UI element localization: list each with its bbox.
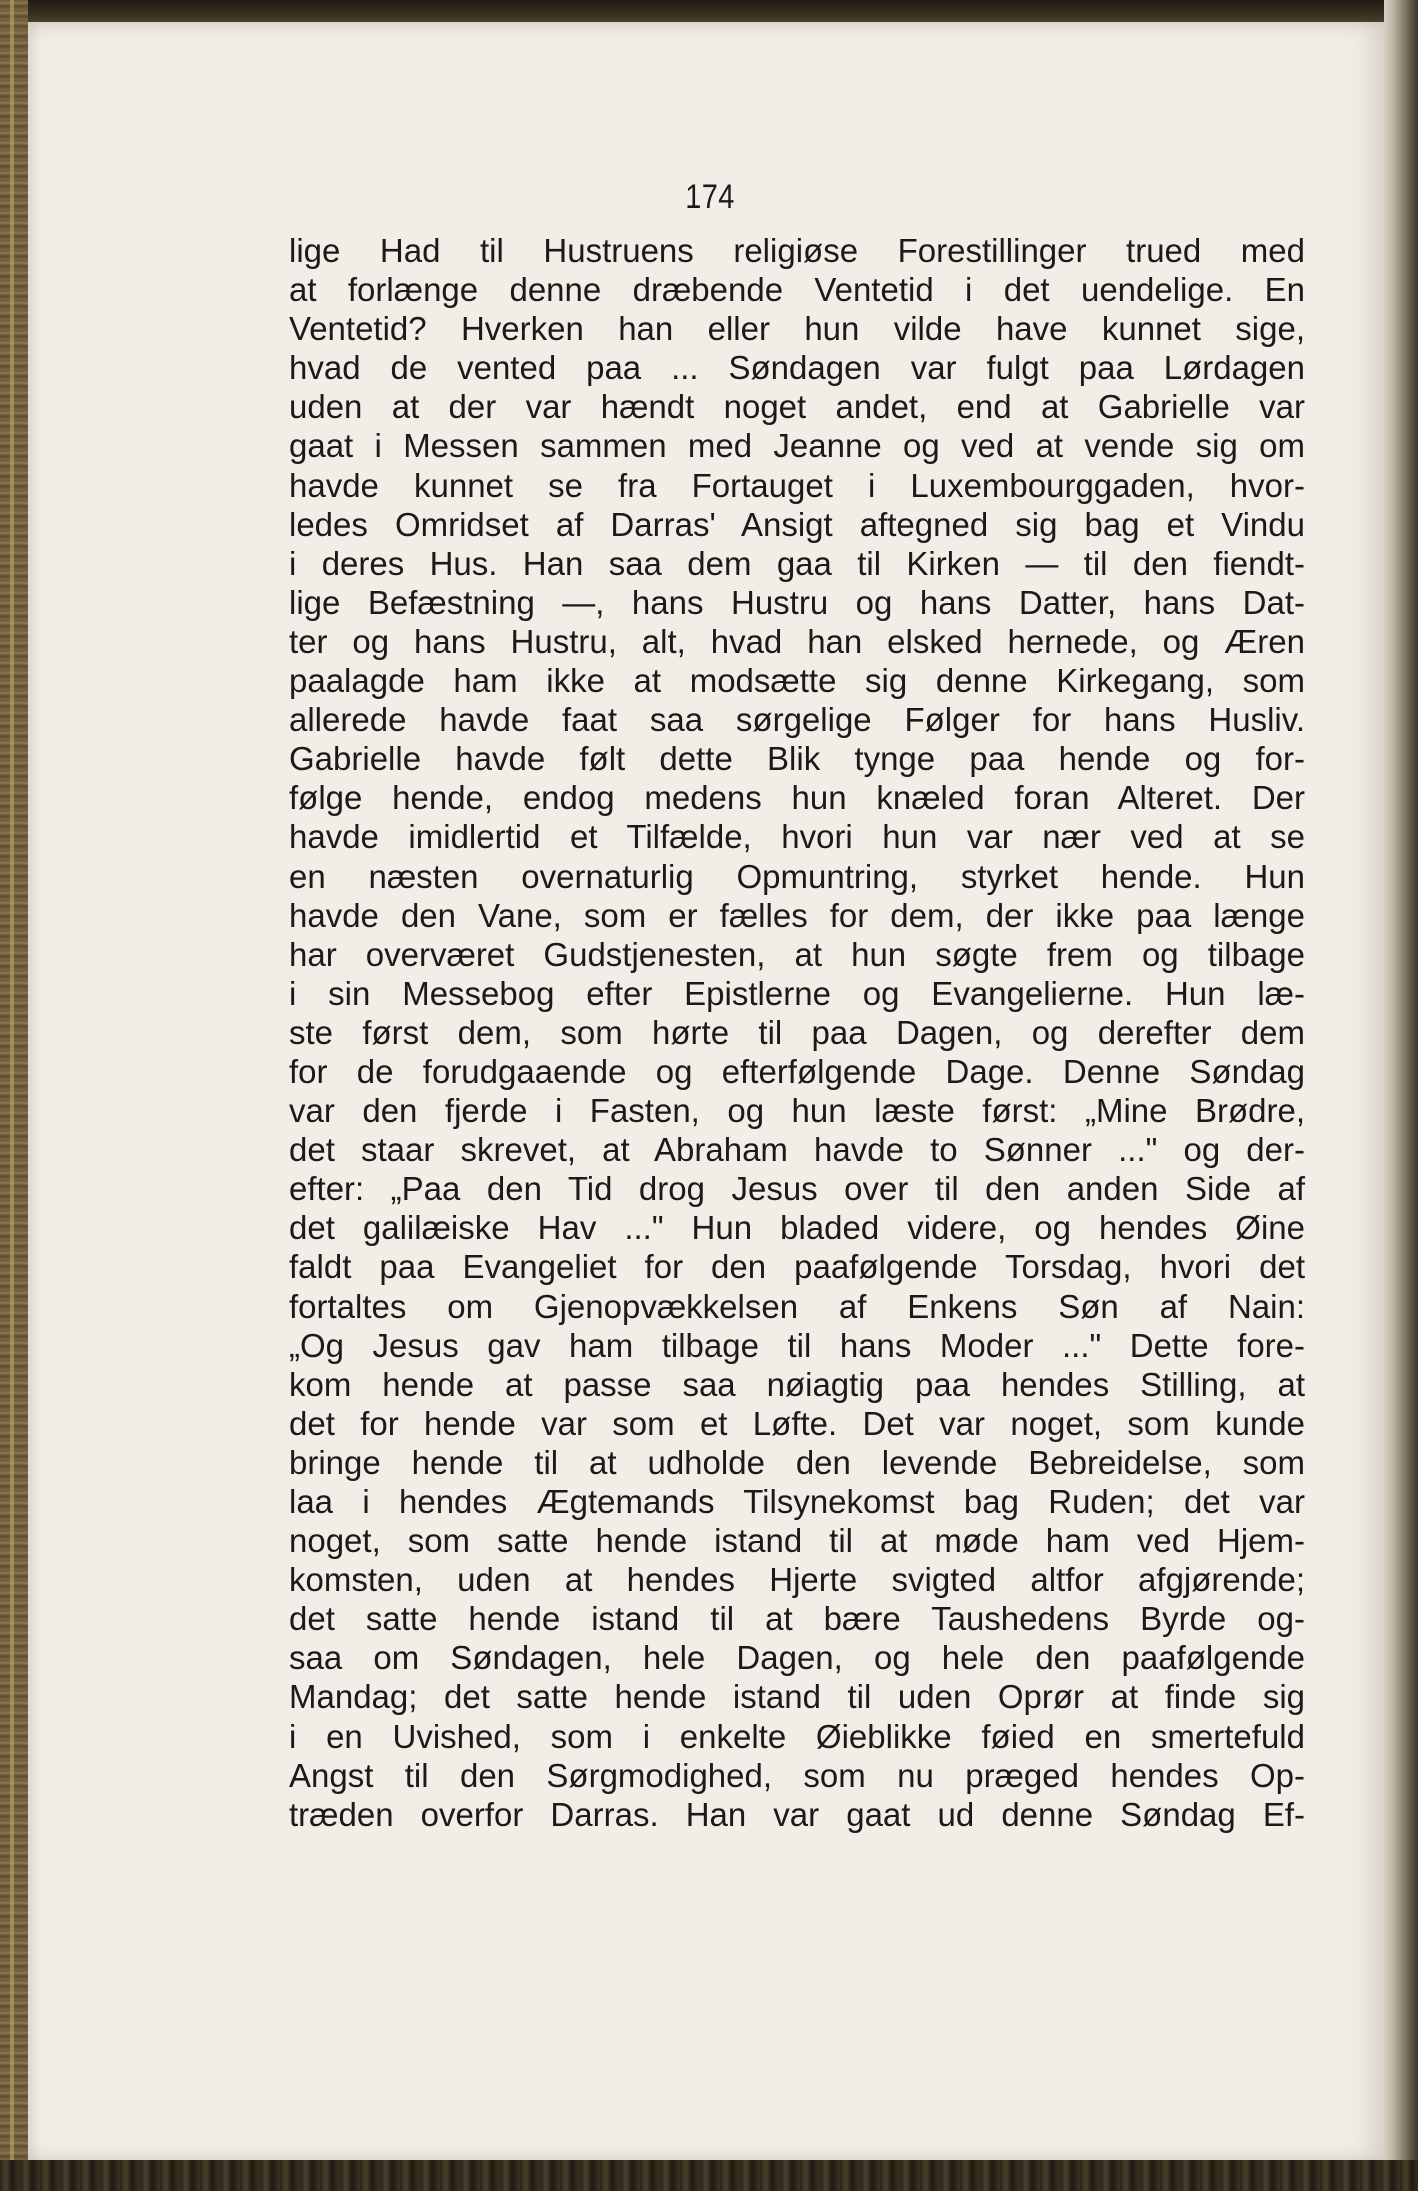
text-line: følge hende, endog medens hun knæled foran Alteret. Der	[289, 779, 1305, 817]
text-line: Ventetid? Hverken han eller hun vilde have kunnet sige,	[289, 310, 1305, 348]
page-block-edge	[1384, 0, 1418, 2191]
text-line: i deres Hus. Han saa dem gaa til Kirken — til den fiendt-	[289, 544, 1305, 582]
text-line: Angst til den Sørgmodighed, som nu præged hendes Op-	[289, 1756, 1305, 1794]
text-line: hvad de vented paa ... Søndagen var fulgt paa Lørdagen	[289, 349, 1305, 387]
text-line: det staar skrevet, at Abraham havde to Sønner ..." og der-	[289, 1131, 1305, 1169]
text-line: noget, som satte hende istand til at møde ham ved Hjem-	[289, 1522, 1305, 1560]
text-line: faldt paa Evangeliet for den paafølgende Torsdag, hvori det	[289, 1248, 1305, 1286]
text-line: i sin Messebog efter Epistlerne og Evangelierne. Hun læ-	[289, 974, 1305, 1012]
text-line: Gabrielle havde følt dette Blik tynge paa hende og for-	[289, 740, 1305, 778]
text-line: laa i hendes Ægtemands Tilsynekomst bag Ruden; det var	[289, 1483, 1305, 1520]
text-line: ledes Omridset af Darras' Ansigt aftegned sig bag et Vindu	[289, 505, 1305, 543]
text-line: havde kunnet se fra Fortauget i Luxembourggaden, hvor-	[289, 466, 1305, 504]
text-line: det satte hende istand til at bære Taushedens Byrde og-	[289, 1600, 1305, 1638]
book-spine	[0, 0, 28, 2191]
text-line: paalagde ham ikke at modsætte sig denne Kirkegang, som	[289, 662, 1305, 700]
text-line: lige Had til Hustruens religiøse Forestillinger trued med	[289, 232, 1305, 269]
text-line: var den fjerde i Fasten, og hun læste først: „Mine Brødre,	[289, 1092, 1305, 1130]
text-line: komsten, uden at hendes Hjerte svigted altfor afgjørende;	[289, 1561, 1305, 1599]
body-text	[289, 231, 1305, 1834]
text-line: havde den Vane, som er fælles for dem, der ikke paa længe	[289, 896, 1305, 934]
text-line: bringe hende til at udholde den levende Bebreidelse, som	[289, 1443, 1305, 1481]
text-line: det galilæiske Hav ..." Hun bladed videre, og hendes Øine	[289, 1209, 1305, 1247]
text-line: efter: „Paa den Tid drog Jesus over til den anden Side af	[289, 1170, 1305, 1208]
text-line: lige Befæstning —, hans Hustru og hans Datter, hans Dat-	[289, 583, 1305, 621]
text-line: kom hende at passe saa nøiagtig paa hendes Stilling, at	[289, 1365, 1305, 1403]
text-line: for de forudgaaende og efterfølgende Dage. Denne Søndag	[289, 1052, 1305, 1090]
text-line: fortaltes om Gjenopvækkelsen af Enkens Søn af Nain:	[289, 1287, 1305, 1325]
text-line: allerede havde faat saa sørgelige Følger for hans Husliv.	[289, 701, 1305, 739]
book-bottom-edge	[0, 2160, 1418, 2191]
text-line: har overværet Gudstjenesten, at hun søgte frem og tilbage	[289, 935, 1305, 973]
text-line: træden overfor Darras. Han var gaat ud denne Søndag Ef-	[289, 1795, 1305, 1833]
text-line: en næsten overnaturlig Opmuntring, styrket hende. Hun	[289, 857, 1305, 895]
text-line: gaat i Messen sammen med Jeanne og ved at vende sig om	[289, 427, 1305, 465]
page-number: 174	[685, 178, 735, 216]
text-line: saa om Søndagen, hele Dagen, og hele den paafølgende	[289, 1639, 1305, 1677]
text-line: Mandag; det satte hende istand til uden Oprør at finde sig	[289, 1678, 1305, 1716]
text-line: ste først dem, som hørte til paa Dagen, og derefter dem	[289, 1013, 1305, 1051]
text-line: uden at der var hændt noget andet, end at Gabrielle var	[289, 388, 1305, 426]
text-line: det for hende var som et Løfte. Det var noget, som kunde	[289, 1404, 1305, 1442]
text-line: havde imidlertid et Tilfælde, hvori hun var nær ved at se	[289, 818, 1305, 856]
spine-highlight	[10, 0, 14, 2191]
text-line: at forlænge denne dræbende Ventetid i det uendelige. En	[289, 271, 1305, 309]
text-line-italic-quote: „Og Jesus gav ham tilbage til hans Moder ..." Dette fore-	[289, 1326, 1305, 1364]
text-line: ter og hans Hustru, alt, hvad han elsked hernede, og Æren	[289, 622, 1305, 660]
text-line: i en Uvished, som i enkelte Øieblikke føied en smertefuld	[289, 1717, 1305, 1755]
